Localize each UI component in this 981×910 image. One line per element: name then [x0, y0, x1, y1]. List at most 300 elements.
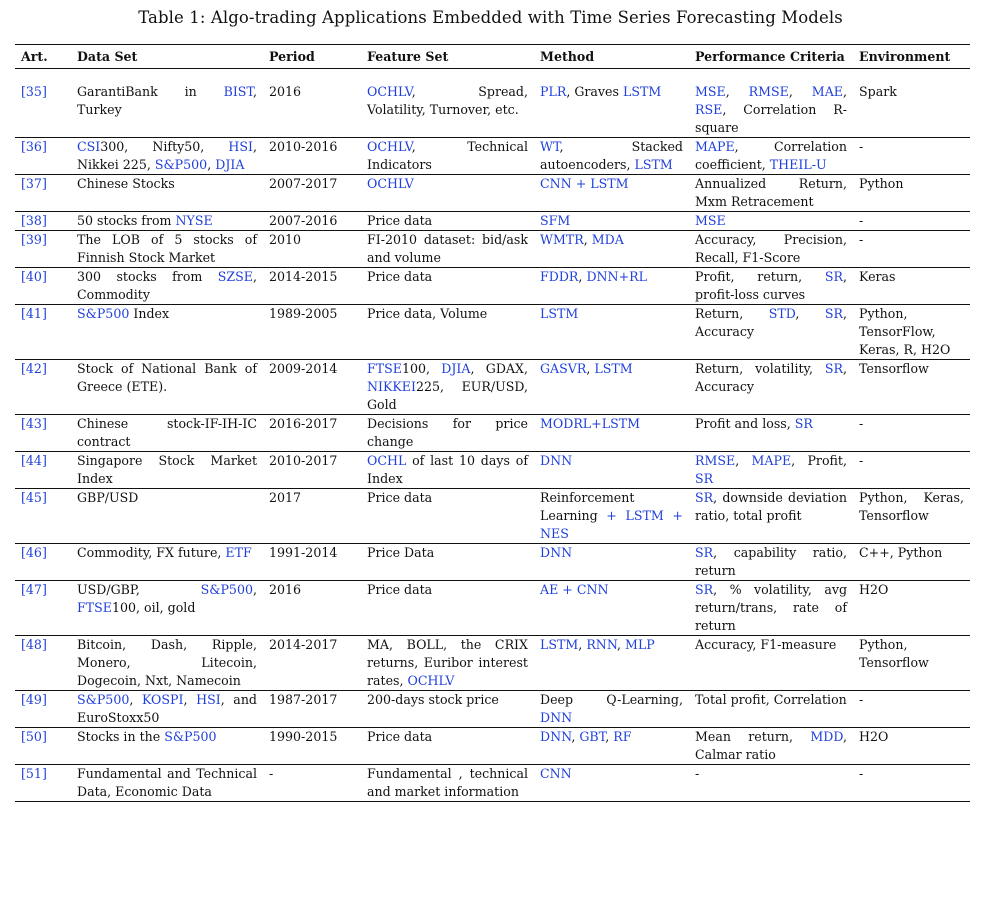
- cell-data-set: [71, 305, 263, 360]
- cell-environment: [853, 728, 970, 765]
- citation-link[interactable]: KOSPI: [141, 692, 184, 707]
- cell-art-reference[interactable]: [39]: [15, 231, 71, 268]
- cell-art-reference[interactable]: [48]: [15, 636, 71, 691]
- cell-text: , Accuracy: [695, 306, 847, 339]
- cell-period: 2014-2015: [263, 268, 361, 305]
- cell-art-reference[interactable]: [47]: [15, 581, 71, 636]
- table-row: [15, 544, 970, 581]
- citation-link[interactable]: +: [606, 508, 626, 523]
- cell-period: 1990-2015: [263, 728, 361, 765]
- cell-text: C++, Python: [859, 545, 943, 560]
- cell-performance-criteria: [689, 489, 853, 544]
- cell-environment: [853, 360, 970, 415]
- cell-text: , Nikkei 225,: [77, 139, 257, 172]
- cell-data-set: [71, 544, 263, 581]
- cell-feature-set: [361, 581, 534, 636]
- cell-text: Return, volatility,: [695, 361, 825, 376]
- cell-text: Python, Tensorflow: [859, 637, 929, 670]
- cell-text: , Correlation coefficient,: [695, 139, 847, 172]
- cell-method: [534, 765, 689, 802]
- header-environment: Environment: [853, 45, 970, 69]
- cell-text: , Profit,: [791, 453, 847, 468]
- cell-text: FI-2010 dataset: bid/ask and volume: [367, 232, 528, 265]
- cell-text: 225, EUR/USD, Gold: [367, 379, 528, 412]
- citation-link[interactable]: LSTM: [594, 361, 633, 376]
- citation-link[interactable]: GASVR: [540, 361, 587, 376]
- cell-feature-set: [361, 691, 534, 728]
- citation-link[interactable]: RF: [613, 729, 632, 744]
- cell-text: Deep Q-Learning,: [540, 692, 683, 707]
- table-row: [15, 231, 970, 268]
- cell-text: Profit and loss,: [695, 416, 795, 431]
- cell-performance-criteria: [689, 212, 853, 231]
- cell-performance-criteria: [689, 415, 853, 452]
- cell-text: ,: [571, 729, 580, 744]
- cell-performance-criteria: [689, 452, 853, 489]
- citation-link[interactable]: CSI: [77, 139, 101, 154]
- table-row: [15, 138, 970, 175]
- table-row: [15, 581, 970, 636]
- cell-data-set: [71, 765, 263, 802]
- citation-link[interactable]: +: [663, 508, 683, 523]
- cell-text: Python: [859, 176, 904, 191]
- citation-link[interactable]: CNN: [540, 766, 572, 781]
- citation-link[interactable]: +: [558, 582, 577, 597]
- cell-text: ,: [252, 582, 257, 597]
- cell-art-reference[interactable]: [50]: [15, 728, 71, 765]
- cell-text: MA, BOLL, the CRIX returns, Euribor interest rates,: [367, 637, 528, 688]
- cell-text: ,: [183, 692, 197, 707]
- cell-feature-set: [361, 231, 534, 268]
- citation-link[interactable]: S&P500: [164, 729, 217, 744]
- cell-data-set: [71, 452, 263, 489]
- cell-period: 2016: [263, 581, 361, 636]
- citation-link[interactable]: DNN: [540, 453, 573, 468]
- citation-link[interactable]: WT: [540, 139, 560, 154]
- citation-link[interactable]: STD: [768, 306, 796, 321]
- cell-text: , Calmar ratio: [695, 729, 847, 762]
- cell-period: 2016: [263, 69, 361, 138]
- cell-data-set: [71, 175, 263, 212]
- cell-text: Commodity, FX future,: [77, 545, 226, 560]
- citation-link[interactable]: MSE: [695, 84, 726, 99]
- cell-text: ,: [795, 306, 825, 321]
- cell-text: Price Data: [367, 545, 435, 560]
- citation-link[interactable]: SZSE: [217, 269, 253, 284]
- cell-text: GarantiBank in: [77, 84, 224, 99]
- cell-text: Profit, return,: [695, 269, 825, 284]
- cell-art-reference[interactable]: [35]: [15, 69, 71, 138]
- citation-link[interactable]: S&P500: [200, 582, 253, 597]
- table-caption: Table 1: Algo-trading Applications Embedded with Time Series Forecasting Models: [138, 8, 843, 27]
- cell-text: Fundamental , technical and market information: [367, 766, 528, 799]
- cell-text: Python, Keras, Tensorflow: [859, 490, 964, 523]
- citation-link[interactable]: DNN: [540, 729, 572, 744]
- cell-environment: [853, 765, 970, 802]
- cell-text: , Turkey: [77, 84, 257, 117]
- cell-text: -: [859, 232, 864, 247]
- cell-text: Annualized Return, Mxm Retracement: [695, 176, 847, 209]
- citation-link[interactable]: CNN: [576, 582, 609, 597]
- table-row: [15, 728, 970, 765]
- cell-text: 100, oil, gold: [111, 600, 196, 615]
- cell-feature-set: [361, 489, 534, 544]
- citation-link[interactable]: OCHLV: [367, 176, 414, 191]
- citation-link[interactable]: LSTM: [601, 416, 641, 431]
- cell-method: [534, 691, 689, 728]
- cell-text: , Graves: [566, 84, 623, 99]
- cell-text: , GDAX,: [470, 361, 528, 376]
- citation-link[interactable]: SR: [824, 361, 843, 376]
- cell-art-reference[interactable]: [44]: [15, 452, 71, 489]
- cell-text: , % volatility, avg return/trans, rate of return: [695, 582, 847, 633]
- citation-link[interactable]: RMSE: [748, 84, 789, 99]
- cell-period: 2017: [263, 489, 361, 544]
- citation-link[interactable]: FTSE: [367, 361, 402, 376]
- header-row: [15, 45, 970, 69]
- cell-text: -: [859, 139, 864, 154]
- citation-link[interactable]: GBT: [579, 729, 606, 744]
- cell-text: The LOB of 5 stocks of Finnish Stock Market: [77, 232, 257, 265]
- citation-link[interactable]: FTSE: [77, 600, 112, 615]
- cell-environment: [853, 175, 970, 212]
- cell-method: [534, 544, 689, 581]
- cell-text: Reinforcement Learning: [540, 490, 635, 523]
- cell-performance-criteria: [689, 138, 853, 175]
- cell-text: , Spread, Volatility, Turnover, etc.: [367, 84, 528, 117]
- citation-link[interactable]: MODRL: [540, 416, 592, 431]
- cell-method: [534, 231, 689, 268]
- cell-performance-criteria: [689, 305, 853, 360]
- cell-period: 2007-2016: [263, 212, 361, 231]
- citation-link[interactable]: MDA: [591, 232, 624, 247]
- table-row: [15, 691, 970, 728]
- cell-performance-criteria: [689, 765, 853, 802]
- citation-link[interactable]: NES: [540, 526, 569, 541]
- cell-text: H2O: [859, 729, 889, 744]
- cell-performance-criteria: [689, 691, 853, 728]
- header-data-set: Data Set: [71, 45, 263, 69]
- cell-text: Tensorflow: [859, 361, 929, 376]
- cell-text: GBP/USD: [77, 490, 139, 505]
- cell-text: Stock of National Bank of Greece (ETE).: [77, 361, 257, 394]
- cell-art-reference[interactable]: [51]: [15, 765, 71, 802]
- header-feature-set: Feature Set: [361, 45, 534, 69]
- cell-art-reference[interactable]: [38]: [15, 212, 71, 231]
- cell-text: , profit-loss curves: [695, 269, 847, 302]
- cell-data-set: [71, 268, 263, 305]
- cell-text: 100,: [401, 361, 442, 376]
- cell-text: Index: [129, 306, 170, 321]
- citation-link[interactable]: RL: [629, 269, 647, 284]
- cell-text: ,: [735, 453, 752, 468]
- cell-text: Mean return,: [695, 729, 811, 744]
- cell-environment: [853, 268, 970, 305]
- cell-data-set: [71, 581, 263, 636]
- cell-period: 2010-2017: [263, 452, 361, 489]
- citation-link[interactable]: LSTM: [622, 84, 662, 99]
- cell-period: 2016-2017: [263, 415, 361, 452]
- cell-period: 2010-2016: [263, 138, 361, 175]
- cell-text: ,: [586, 361, 595, 376]
- citation-link[interactable]: LSTM: [540, 306, 579, 321]
- cell-environment: [853, 489, 970, 544]
- cell-period: -: [263, 765, 361, 802]
- cell-text: ,: [842, 84, 847, 99]
- cell-text: of last 10 days of Index: [367, 453, 528, 486]
- citation-link[interactable]: DNN: [540, 710, 573, 725]
- cell-art-reference[interactable]: [42]: [15, 360, 71, 415]
- cell-text: 50 stocks from: [77, 213, 176, 228]
- cell-feature-set: [361, 636, 534, 691]
- cell-text: -: [859, 766, 864, 781]
- citation-link[interactable]: HSI: [196, 692, 221, 707]
- cell-text: Chinese Stocks: [77, 176, 175, 191]
- cell-text: Singapore Stock Market Index: [77, 453, 257, 486]
- cell-performance-criteria: [689, 636, 853, 691]
- cell-period: 2009-2014: [263, 360, 361, 415]
- citation-link[interactable]: DNN: [586, 269, 619, 284]
- cell-feature-set: [361, 305, 534, 360]
- table-row: [15, 268, 970, 305]
- cell-period: 1989-2005: [263, 305, 361, 360]
- cell-text: Keras: [859, 269, 896, 284]
- citation-link[interactable]: DJIA: [215, 157, 245, 172]
- cell-feature-set: [361, 69, 534, 138]
- cell-feature-set: [361, 728, 534, 765]
- cell-text: ,: [578, 637, 587, 652]
- citation-link[interactable]: THEIL-U: [769, 157, 827, 172]
- cell-text: ,: [129, 692, 142, 707]
- cell-feature-set: [361, 544, 534, 581]
- citation-link[interactable]: S&P500: [77, 306, 130, 321]
- citation-link[interactable]: LSTM: [540, 637, 579, 652]
- cell-feature-set: [361, 452, 534, 489]
- algo-trading-table: [15, 44, 970, 802]
- cell-performance-criteria: [689, 268, 853, 305]
- cell-art-reference[interactable]: [46]: [15, 544, 71, 581]
- cell-data-set: [71, 69, 263, 138]
- cell-method: [534, 452, 689, 489]
- cell-environment: [853, 544, 970, 581]
- citation-link[interactable]: WMTR: [540, 232, 584, 247]
- table-row: [15, 305, 970, 360]
- citation-link[interactable]: SR: [695, 471, 714, 486]
- header-art: Art.: [15, 45, 71, 69]
- citation-link[interactable]: LSTM: [625, 508, 664, 523]
- cell-text: Price data: [367, 582, 433, 597]
- table-row: [15, 360, 970, 415]
- cell-text: Total profit, Correlation: [695, 692, 847, 707]
- citation-link[interactable]: MAPE: [695, 139, 735, 154]
- citation-link[interactable]: LSTM: [634, 157, 673, 172]
- cell-method: [534, 415, 689, 452]
- cell-data-set: [71, 231, 263, 268]
- table-row: [15, 765, 970, 802]
- cell-feature-set: [361, 138, 534, 175]
- table-body: [15, 69, 970, 802]
- cell-text: Bitcoin, Dash, Ripple, Monero, Litecoin, Dogecoin, Nxt, Namecoin: [77, 637, 257, 688]
- cell-text: Decisions for price change: [367, 416, 528, 449]
- cell-environment: [853, 138, 970, 175]
- cell-method: [534, 360, 689, 415]
- citation-link[interactable]: PLR: [540, 84, 567, 99]
- cell-performance-criteria: [689, 728, 853, 765]
- cell-environment: [853, 691, 970, 728]
- cell-method: [534, 489, 689, 544]
- cell-feature-set: [361, 175, 534, 212]
- cell-text: Price data: [367, 269, 433, 284]
- cell-performance-criteria: [689, 231, 853, 268]
- cell-method: [534, 636, 689, 691]
- cell-text: Price data, Volume: [367, 306, 488, 321]
- cell-method: [534, 728, 689, 765]
- cell-art-reference[interactable]: [36]: [15, 138, 71, 175]
- cell-text: , Stacked autoencoders,: [540, 139, 683, 172]
- citation-link[interactable]: OCHL: [367, 453, 407, 468]
- cell-method: [534, 581, 689, 636]
- cell-data-set: [71, 415, 263, 452]
- cell-data-set: [71, 636, 263, 691]
- cell-period: 1987-2017: [263, 691, 361, 728]
- cell-art-reference[interactable]: [43]: [15, 415, 71, 452]
- citation-link[interactable]: RSE: [695, 102, 723, 117]
- cell-text: Return,: [695, 306, 769, 321]
- table-row: [15, 212, 970, 231]
- table-row: [15, 636, 970, 691]
- cell-environment: [853, 415, 970, 452]
- cell-text: , Correlation R-square: [695, 102, 847, 135]
- cell-environment: [853, 636, 970, 691]
- cell-text: , capability ratio, return: [695, 545, 847, 578]
- cell-text: USD/GBP,: [77, 582, 201, 597]
- cell-performance-criteria: [689, 360, 853, 415]
- cell-text: Price data: [367, 213, 433, 228]
- cell-data-set: [71, 489, 263, 544]
- cell-text: , Commodity: [77, 269, 257, 302]
- citation-link[interactable]: +: [591, 416, 602, 431]
- cell-method: [534, 175, 689, 212]
- cell-feature-set: [361, 765, 534, 802]
- cell-text: ,: [725, 84, 749, 99]
- cell-text: Accuracy, Precision, Recall, F1-Score: [695, 232, 847, 265]
- cell-art-reference[interactable]: [45]: [15, 489, 71, 544]
- citation-link[interactable]: SFM: [540, 213, 571, 228]
- citation-link[interactable]: OCHLV: [367, 84, 412, 99]
- cell-performance-criteria: [689, 175, 853, 212]
- header-method: Method: [534, 45, 689, 69]
- cell-text: Price data: [367, 490, 433, 505]
- citation-link[interactable]: AE: [540, 582, 559, 597]
- citation-link[interactable]: MAE: [811, 84, 843, 99]
- citation-link[interactable]: DJIA: [441, 361, 471, 376]
- citation-link[interactable]: BIST: [223, 84, 253, 99]
- cell-art-reference[interactable]: [40]: [15, 268, 71, 305]
- cell-text: Fundamental and Technical Data, Economic Data: [77, 766, 257, 799]
- citation-link[interactable]: OCHLV: [367, 139, 412, 154]
- cell-text: , Accuracy: [695, 361, 847, 394]
- cell-environment: [853, 305, 970, 360]
- citation-link[interactable]: MLP: [625, 637, 655, 652]
- citation-link[interactable]: +: [571, 176, 591, 191]
- citation-link[interactable]: LSTM: [590, 176, 629, 191]
- cell-text: -: [859, 453, 864, 468]
- cell-data-set: [71, 728, 263, 765]
- citation-link[interactable]: MDD: [810, 729, 843, 744]
- table-row: [15, 175, 970, 212]
- cell-data-set: [71, 138, 263, 175]
- citation-link[interactable]: S&P500: [77, 692, 130, 707]
- citation-link[interactable]: FDDR: [540, 269, 579, 284]
- citation-link[interactable]: RNN: [586, 637, 618, 652]
- cell-text: Chinese stock-IF-IH-IC contract: [77, 416, 257, 449]
- citation-link[interactable]: SR: [695, 545, 714, 560]
- cell-method: [534, 268, 689, 305]
- cell-art-reference[interactable]: [37]: [15, 175, 71, 212]
- citation-link[interactable]: +: [618, 269, 630, 284]
- cell-text: -: [695, 766, 700, 781]
- citation-link[interactable]: SR: [824, 306, 843, 321]
- table-row: [15, 452, 970, 489]
- cell-data-set: [71, 212, 263, 231]
- cell-text: Python, TensorFlow, Keras, R, H2O: [859, 306, 951, 357]
- cell-performance-criteria: [689, 581, 853, 636]
- citation-link[interactable]: OCHLV: [407, 673, 455, 688]
- cell-text: ,: [207, 157, 216, 172]
- citation-link[interactable]: SR: [824, 269, 843, 284]
- citation-link[interactable]: SR: [695, 582, 714, 597]
- cell-feature-set: [361, 360, 534, 415]
- cell-feature-set: [361, 268, 534, 305]
- cell-text: ,: [788, 84, 812, 99]
- citation-link[interactable]: SR: [695, 490, 714, 505]
- cell-period: 2010: [263, 231, 361, 268]
- citation-link[interactable]: NIKKEI: [367, 379, 416, 394]
- citation-link[interactable]: ETF: [225, 545, 252, 560]
- header-performance-criteria: Performance Criteria: [689, 45, 853, 69]
- table-header: [15, 45, 970, 69]
- citation-link[interactable]: CNN: [540, 176, 572, 191]
- citation-link[interactable]: NYSE: [175, 213, 213, 228]
- citation-link[interactable]: S&P500: [154, 157, 208, 172]
- cell-text: H2O: [859, 582, 889, 597]
- citation-link[interactable]: HSI: [228, 139, 253, 154]
- cell-period: 1991-2014: [263, 544, 361, 581]
- cell-text: ,: [578, 269, 587, 284]
- cell-period: 2007-2017: [263, 175, 361, 212]
- table-row: [15, 415, 970, 452]
- cell-data-set: [71, 360, 263, 415]
- cell-text: Accuracy, F1-measure: [695, 637, 837, 652]
- cell-method: [534, 212, 689, 231]
- citation-link[interactable]: RMSE: [695, 453, 736, 468]
- cell-method: [534, 69, 689, 138]
- cell-feature-set: [361, 212, 534, 231]
- citation-link[interactable]: MAPE: [751, 453, 792, 468]
- cell-text: , Technical Indicators: [367, 139, 528, 172]
- cell-method: [534, 305, 689, 360]
- citation-link[interactable]: DNN: [540, 545, 573, 560]
- cell-text: Stocks in the: [77, 729, 165, 744]
- cell-performance-criteria: [689, 69, 853, 138]
- citation-link[interactable]: MSE: [695, 213, 726, 228]
- cell-art-reference[interactable]: [49]: [15, 691, 71, 728]
- cell-art-reference[interactable]: [41]: [15, 305, 71, 360]
- cell-text: , downside deviation ratio, total profit: [695, 490, 847, 523]
- header-period: Period: [263, 45, 361, 69]
- citation-link[interactable]: SR: [794, 416, 813, 431]
- cell-text: -: [859, 416, 864, 431]
